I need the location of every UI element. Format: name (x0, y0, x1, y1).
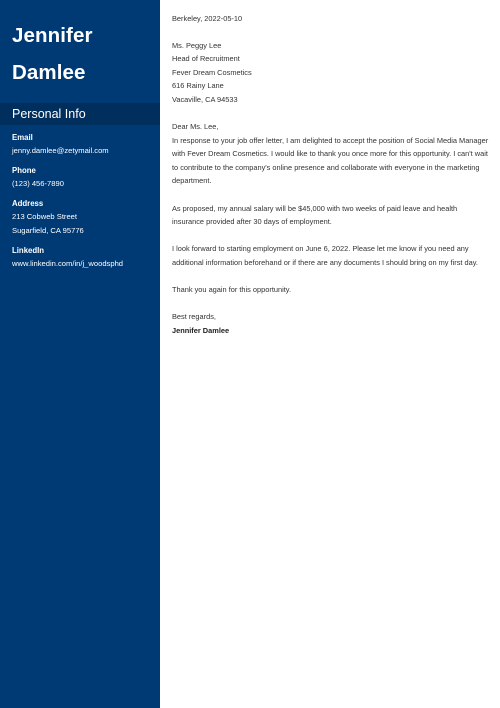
paragraph-salary: As proposed, my annual salary will be $45,000 with two weeks of paid leave and health insurance provided after 30 days of employment. (172, 203, 458, 227)
sidebar (0, 0, 160, 708)
sign-off (172, 310, 490, 337)
applicant-name (0, 0, 160, 103)
recipient-street: 616 Rainy Lane (172, 81, 224, 91)
paragraph-acceptance: In response to your job offer letter, I am delighted to accept the position of Social Media Manager with Fever Dream Cosmetics. I would like to thank you once more for this opportunity. I can't wait to contribute to the company's online presence and collaborate with everyone in the marketing department. (172, 135, 489, 186)
address-street: 213 Cobweb Street (12, 212, 78, 221)
personal-info-list (12, 131, 157, 277)
info-item-email (12, 131, 157, 158)
closing: Best regards, (172, 312, 216, 321)
personal-info-header (0, 103, 160, 125)
paragraph-start-date: I look forward to starting employment on June 6, 2022. Please let me know if you need any additional information beforehand or if there are any documents I should bring on my first day. (172, 244, 478, 267)
salutation: Dear Ms. Lee, (172, 122, 219, 132)
linkedin-label: LinkedIn (12, 246, 45, 255)
phone-value: (123) 456-7890 (12, 179, 64, 188)
info-item-linkedin (12, 244, 157, 271)
address-city: Sugarfield, CA 95776 (12, 226, 84, 235)
paragraph-thanks: Thank you again for this opportunity. (172, 284, 292, 294)
email-value[interactable]: jenny.damlee@zetymail.com (12, 146, 109, 155)
info-item-phone (12, 164, 157, 191)
recipient-block (172, 39, 490, 107)
linkedin-value[interactable]: www.linkedin.com/in/j_woodsphd (12, 259, 124, 268)
letter-body (172, 12, 490, 337)
phone-label: Phone (12, 166, 36, 175)
address-label: Address (12, 199, 44, 208)
recipient-name: Ms. Peggy Lee (172, 40, 222, 50)
recipient-city: Vacaville, CA 94533 (172, 94, 238, 104)
first-name: Jennifer (12, 24, 93, 47)
recipient-company: Fever Dream Cosmetics (172, 67, 252, 77)
email-label: Email (12, 133, 33, 142)
section-title: Personal Info (12, 107, 86, 121)
info-item-address (12, 197, 157, 238)
letter-date: Berkeley, 2022-05-10 (172, 14, 243, 23)
recipient-title: Head of Recruitment (172, 54, 240, 64)
signature: Jennifer Damlee (172, 325, 230, 335)
last-name: Damlee (12, 61, 86, 84)
